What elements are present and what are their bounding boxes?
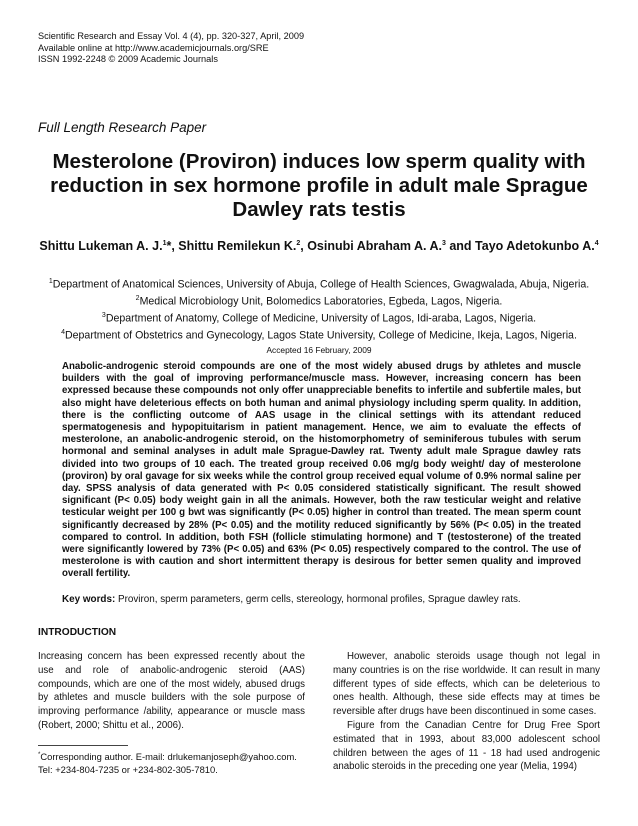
author-list: [34, 236, 604, 254]
keywords: [62, 594, 581, 606]
right-column: [333, 650, 600, 774]
paragraph: Figure from the Canadian Centre for Drug Free Sport estimated that in 1993, about 83,000 adolescent school children between the ages of 11 - 18 had used androgenic anabolic steroids in the preceding one year (Melia, 1994): [333, 719, 600, 773]
left-column: [38, 650, 305, 733]
affiliations: [30, 275, 608, 344]
author-3-affil: 3: [441, 240, 446, 247]
author-3: , Osinubi Abraham A. A.: [300, 239, 442, 254]
paragraph: However, anabolic steroids usage though not legal in many countries is on the rise worldwide. It can result in many different types of side effects, which can be deleterious to ones health. Although, these side effects may at times be reversible after drugs have been discontinued in some cases.: [333, 651, 600, 718]
affiliation-1: [30, 275, 608, 292]
footnote: [38, 749, 318, 776]
author-4-affil: 4: [594, 240, 599, 247]
affiliation-3: [30, 309, 608, 326]
affiliation-number: 4: [61, 329, 65, 337]
paragraph: Increasing concern has been expressed recently about the use and role of anabolic-androgenic steroid (AAS) compounds, which are one of the most widely, abused drugs by athletes and muscle builders with the sole purpose of improving performance /ability, appearance or muscle mass (Robert, 2000; Shittu et al., 2006).: [38, 651, 305, 731]
paper-type: Full Length Research Paper: [38, 120, 207, 135]
affiliation-4: [30, 326, 608, 343]
affiliation-text: Department of Obstetrics and Gynecology, Lagos State University, College of Medicine, Ikeja, Lagos, Nigeria.: [65, 329, 577, 342]
corresponding-email: Corresponding author. E-mail: drlukemanjoseph@yahoo.com.: [40, 751, 297, 763]
author-1: Shittu Lukeman A. J.: [39, 239, 163, 254]
affiliation-text: Department of Anatomical Sciences, University of Abuja, College of Health Sciences, Gwagwalada, Abuja, Nigeria.: [52, 278, 590, 291]
affiliation-number: 3: [101, 312, 106, 320]
footnote-mark: *: [38, 752, 41, 758]
paper-title: Mesterolone (Proviron) induces low sperm quality with reduction in sex hormone profile in adult male Sprague Dawley rats testis: [50, 150, 588, 221]
accepted-date: Accepted 16 February, 2009: [266, 345, 372, 355]
keywords-label: Key words:: [62, 594, 116, 605]
journal-issn: ISSN 1992-2248 © 2009 Academic Journals: [38, 54, 218, 64]
abstract: Anabolic-androgenic steroid compounds are one of the most widely abused drugs by athletes and muscle builders with the goal of improving performance/muscle mass. However, increasing concern has been expressed because these compounds not only offer unappreciable benefits to infertile and subfertile males, but also might have deleterious effects on both human and animal physiology including sperm quality. In addition, there is the conflicting outcome of AAS usage in the clinical settings with its attendant reduced spermatogenesis and hypopituitarism in patient management. Hence, we aim to evaluate the effects of mesterolone, an anabolic-androgenic steroid, on the histomorphometry of seminiferous tubules with serum hormonal and seminal analyses in adult male Sprague-Dawley rat. Twenty adult male Sprague dawley rats divided into two groups of 10 each. The treated group received 0.06 mg/g body weight/ day of mesterolone (proviron) by oral gavage for six weeks while the control group received equal volume of 0.9% normal saline per day. SPSS analysis of data generated with P< 0.05 considered statistically significant. The result showed significant (P< 0.05) body weight gain in all the animals. However, both the raw testicular weight and relative testicular weight per 100 g bwt was significantly (P< 0.05) higher in control than treated. The mean sperm count significantly decreased by 28% (P< 0.05) and the motility reduced significantly by 56% (P< 0.05) in the treated compared to control. In addition, both FSH (follicle stimulating hormone) and T (testosterone) of the treated were significantly lowered by 73% (P< 0.05) and 63% (P< 0.05) respectively compared to the control. The use of mesterolone is with caution and short intermittent therapy is desirous for better semen quality and improved overall fertility.: [62, 361, 581, 580]
affiliation-number: 1: [48, 278, 53, 285]
introduction-heading: INTRODUCTION: [38, 627, 117, 638]
author-4: and Tayo Adetokunbo A.: [445, 239, 595, 254]
footnote-line-2: Tel: +234-804-7235 or +234-802-305-7810.: [38, 763, 218, 775]
author-1-affil: 1: [162, 240, 167, 247]
author-2: Shittu Remilekun K.: [178, 239, 297, 254]
footnote-divider: [38, 745, 128, 746]
journal-citation: Scientific Research and Essay Vol. 4 (4), pp. 320-327, April, 2009: [38, 31, 305, 41]
footnote-line-1: [38, 749, 318, 764]
affiliation-text: Department of Anatomy, College of Medicine, University of Lagos, Idi-araba, Lagos, Nigeria.: [105, 312, 537, 325]
affiliation-2: [30, 292, 608, 309]
corresponding-mark: *,: [166, 239, 179, 254]
author-2-affil: 2: [296, 240, 301, 247]
journal-url: Available online at http://www.academicjournals.org/SRE: [38, 42, 269, 53]
affiliation-text: Medical Microbiology Unit, Bolomedics Laboratories, Egbeda, Lagos, Nigeria.: [139, 295, 503, 308]
journal-header: [38, 31, 304, 66]
affiliation-number: 2: [135, 295, 140, 303]
keywords-text: Proviron, sperm parameters, germ cells, stereology, hormonal profiles, Sprague dawley rats.: [115, 594, 521, 605]
